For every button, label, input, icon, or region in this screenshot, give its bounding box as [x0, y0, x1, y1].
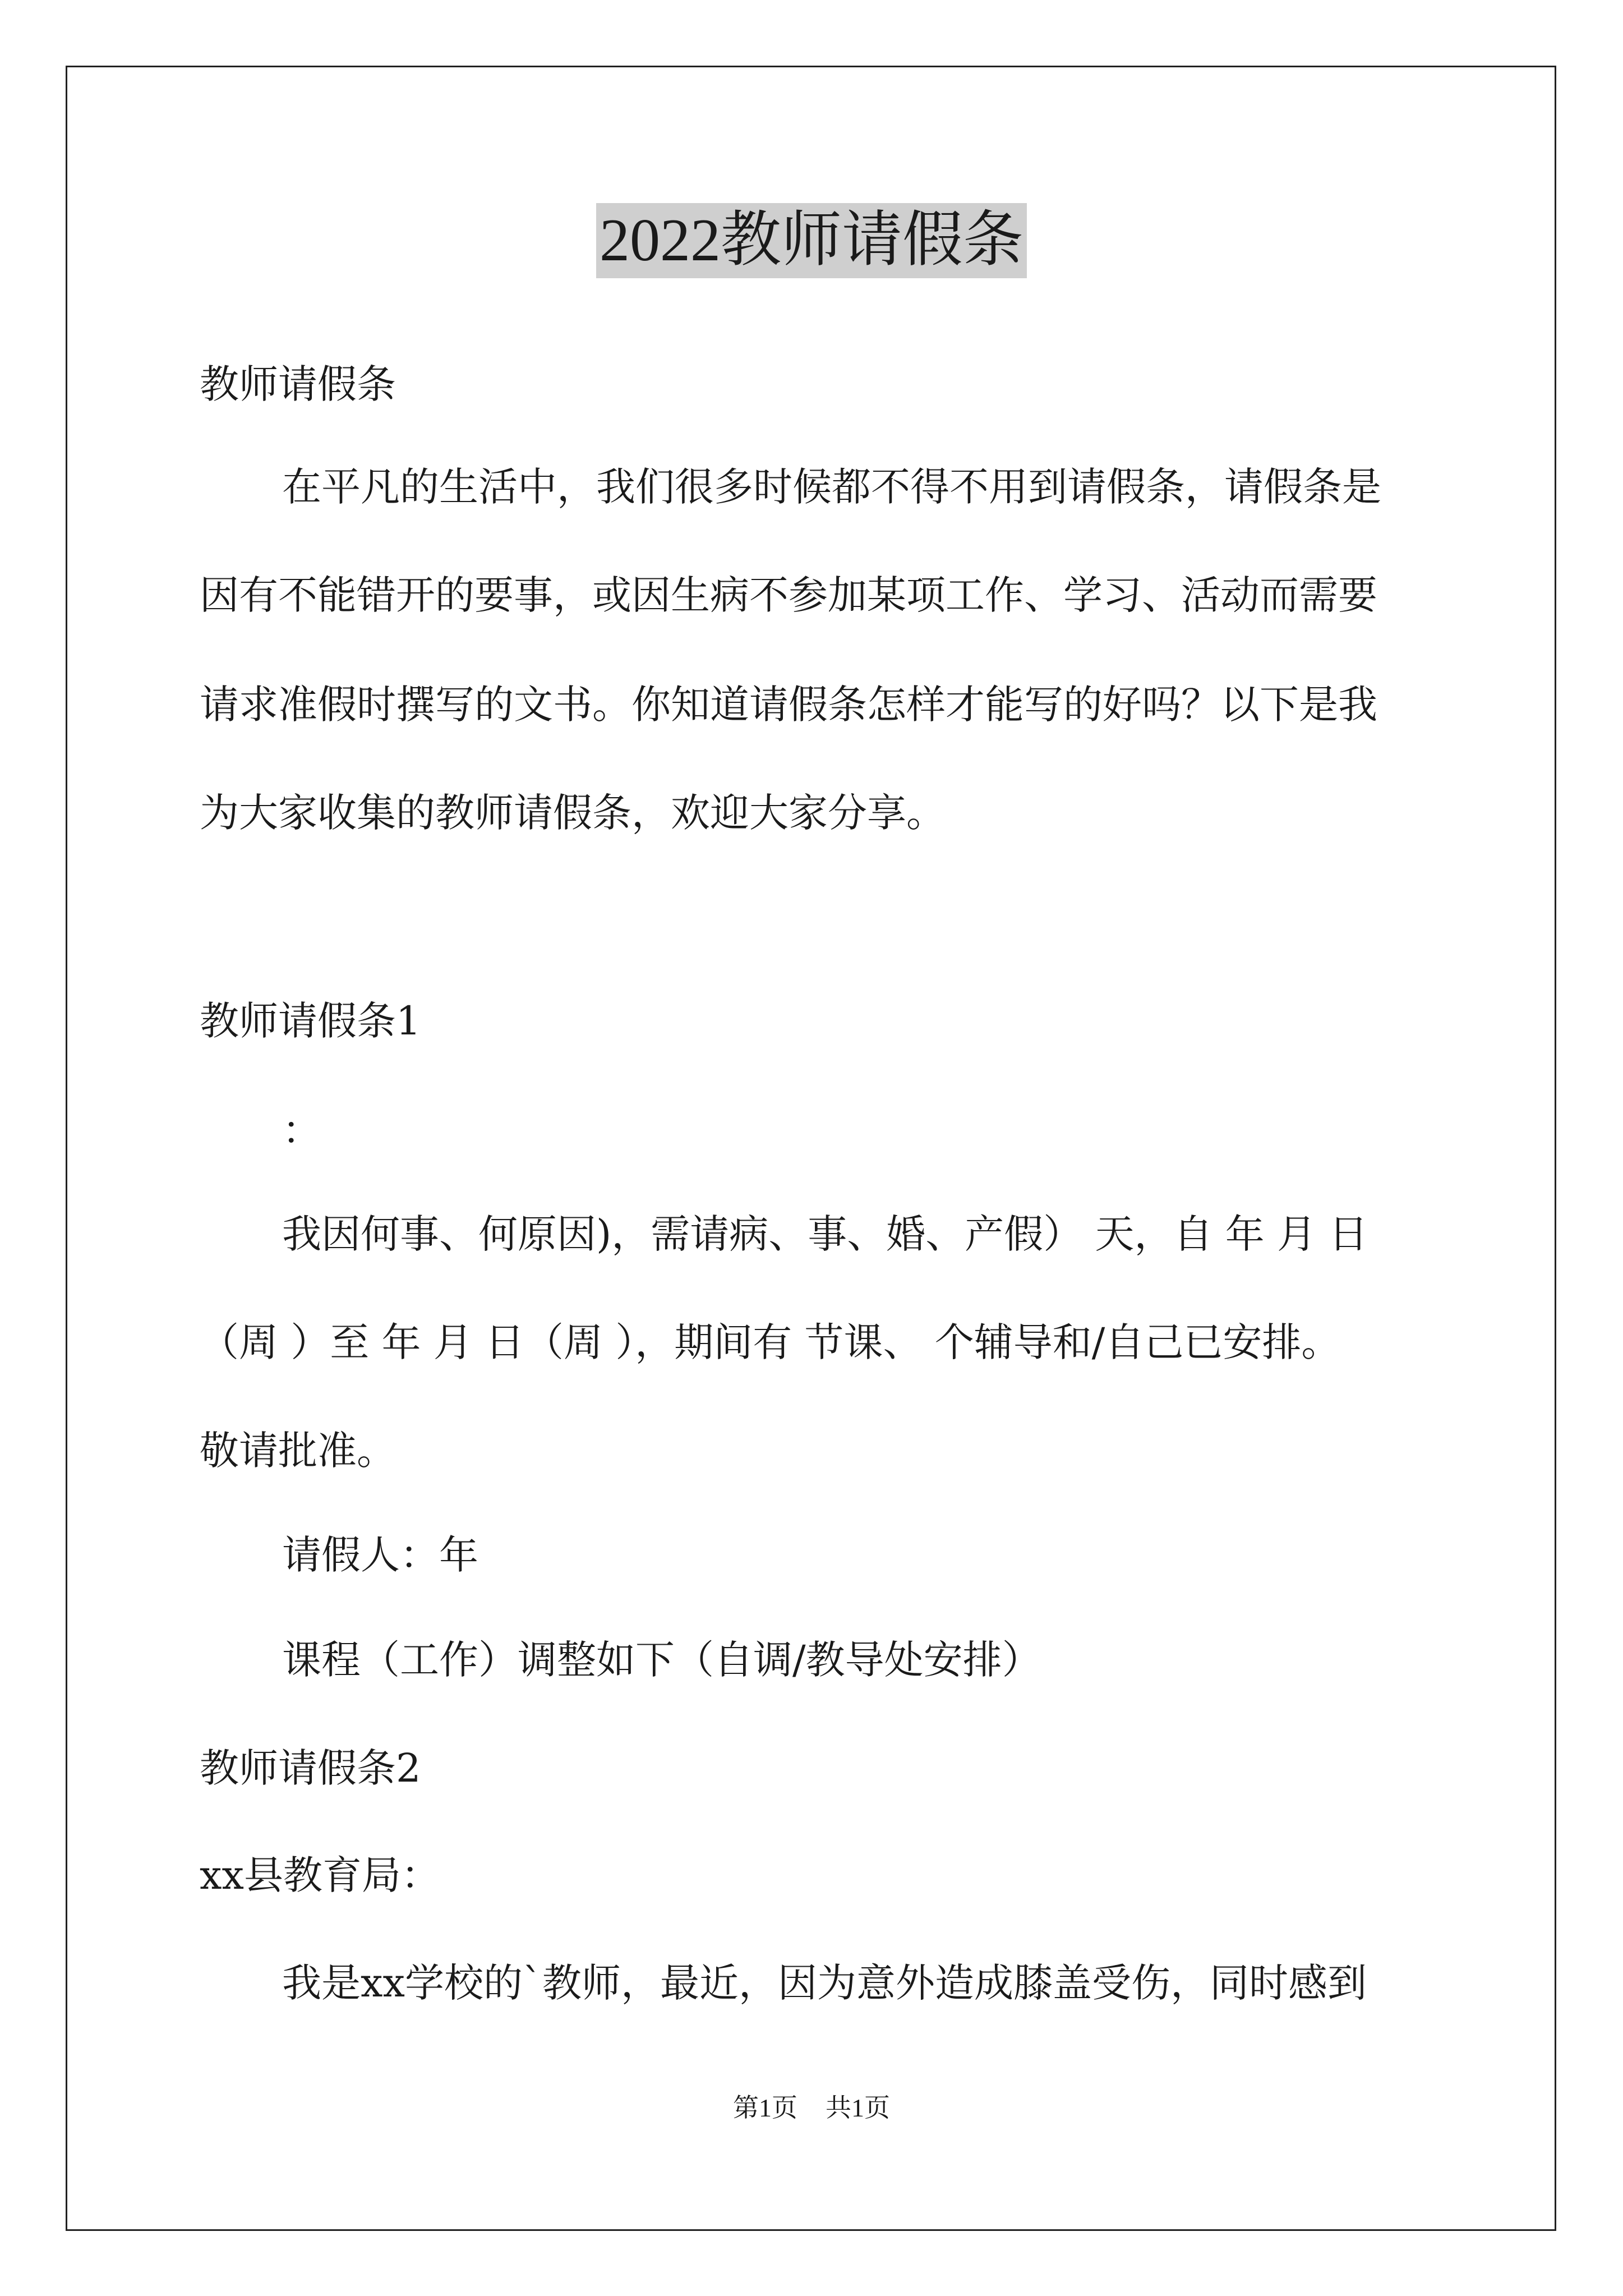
course-adjustment-line: 课程（工作）调整如下（自调/教导处安排） — [282, 1637, 1041, 1683]
salutation-colon: ： — [282, 1107, 321, 1153]
heading-main: 教师请假条 — [200, 361, 396, 407]
document-title: 2022教师请假条 — [596, 203, 1027, 278]
intro-line-4: 为大家收集的教师请假条，欢迎大家分享。 — [200, 790, 946, 836]
section-1-heading: 教师请假条1 — [200, 998, 421, 1044]
page-footer — [0, 2092, 1623, 2124]
body1-line-3: 敬请批准。 — [200, 1428, 396, 1474]
intro-line-1: 在平凡的生活中，我们很多时候都不得不用到请假条，请假条是 — [282, 464, 1381, 510]
body1-line-2: （周 ）至 年 月 日（周 ），期间有 节课、 个辅导和/自己已安排。 — [200, 1319, 1341, 1365]
intro-line-3: 请求准假时撰写的文书。你知道请假条怎样才能写的好吗？以下是我 — [200, 682, 1377, 728]
body2-line-1: 我是xx学校的`教师，最近，因为意外造成膝盖受伤，同时感到 — [282, 1960, 1367, 2006]
addressee-line: xx县教育局： — [200, 1852, 440, 1898]
section-2-heading: 教师请假条2 — [200, 1745, 421, 1791]
page-total: 共1页 — [826, 2093, 890, 2122]
page-number: 第1页 — [733, 2093, 797, 2122]
document-title-block — [0, 203, 1623, 278]
applicant-line: 请假人：年 — [282, 1532, 478, 1578]
intro-line-2: 因有不能错开的要事，或因生病不参加某项工作、学习、活动而需要 — [200, 572, 1377, 618]
body1-line-1: 我因何事、何原因)，需请病、事、婚、产假） 天，自 年 月 日 — [282, 1211, 1368, 1257]
